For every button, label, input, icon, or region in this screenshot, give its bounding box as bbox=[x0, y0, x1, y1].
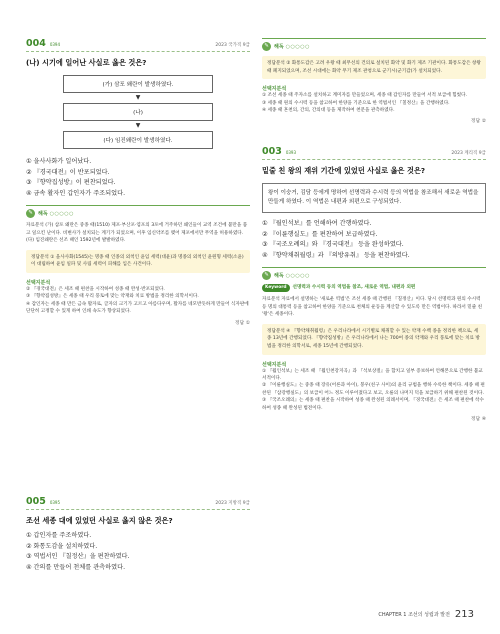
q004-code: 0394 bbox=[49, 42, 61, 47]
q005-choice-1[interactable]: ① 갑인자를 주조하였다. bbox=[26, 532, 92, 539]
q003-keyword-line bbox=[262, 284, 486, 292]
q003-source: 2023 계리직 9급 bbox=[451, 151, 486, 157]
footer-chapter: CHAPTER 1 조선의 성립과 발전 bbox=[378, 612, 450, 618]
q003-choice-3[interactable]: ③ 『국조오례의』와 『경국대전』 등을 완성하였다. bbox=[262, 241, 404, 249]
q004-analysis: 자료분석 (가) 삼포 왜란은 중종 때(1510) 제포·부산포·염포의 3포에 거주하던 왜인들이 교역 조건에 불만을 품고 일으킨 난이다. 비변사가 설치되는 계기가 되었으며, 이후 임신약조를 맺어 제포에서만 무역을 허용하였다. (다) 임진왜란은 선조 때인 1592년에 발발하였다. bbox=[26, 223, 248, 244]
q005-correct-answer: 정답 ② bbox=[470, 119, 486, 125]
q003-answer-circles: ○○○○○ bbox=[285, 272, 310, 279]
q003-choice-1[interactable]: ① 『월인석보』를 언해하여 간행하였다. bbox=[262, 220, 372, 228]
q003-answer-bar bbox=[262, 267, 486, 280]
q004-choice-3[interactable]: ③ 『향약집성방』이 편찬되었다. bbox=[26, 179, 116, 186]
q003-choice-2[interactable]: ② 『이륜행실도』를 편찬하여 보급하였다. bbox=[262, 230, 378, 238]
q005-elim-4: ④ 세종 때 혼천의, 간의, 간의대 등을 제작하여 천문을 관측하였다. bbox=[262, 108, 395, 113]
arrow-down-icon: ▼ bbox=[135, 94, 141, 101]
q005-title: 조선 세종 대에 있었던 사실로 옳지 않은 것은? bbox=[26, 516, 173, 525]
q005-choice-2[interactable]: ② 화통도감을 설치하였다. bbox=[26, 542, 98, 550]
q003-answer-label: 해독 bbox=[274, 273, 284, 280]
q005-choice-3[interactable]: ③ 역법서인 『칠정산』을 편찬하였다. bbox=[26, 553, 130, 560]
q003-choice-4[interactable]: ④ 『향약채취월령』과 『의방유취』 등을 편찬하였다. bbox=[262, 251, 410, 259]
q003-code: 0393 bbox=[285, 150, 297, 156]
q005-source: 2023 지방직 9급 bbox=[215, 501, 250, 506]
q005-choice-4[interactable]: ④ 간의를 만들어 천체를 관측하였다. bbox=[26, 563, 126, 571]
q003-elim-title: 선택지분석 bbox=[262, 361, 287, 368]
q005-number: 005 bbox=[26, 496, 46, 507]
arrow-down-icon: ▼ bbox=[135, 122, 141, 129]
q004-correct-answer: 정답 ① bbox=[234, 320, 250, 326]
q005-answer-circles: ○○○○○ bbox=[285, 43, 310, 50]
q003-choices bbox=[262, 219, 486, 261]
q003-analysis: 자료분석 자료에서 설명하는 '새로운 역법'은 조선 세종 때 간행된 『칠정산』이다. 당시 선명력과 원의 수시력 등 명의 대통력 등을 참고하여 한양을 기준으로 천체의 운동을 계산할 수 있도록 만든 역법이다. 따라서 밑줄 친 '왕'은 세종이다. bbox=[262, 297, 483, 318]
q003-correct-answer: 정답 ④ bbox=[470, 417, 486, 422]
pencil-icon: ✎ bbox=[262, 271, 271, 280]
q003-elim-3: ③ 『국조오례의』는 세종 때 편찬을 시작하여 성종 때 완성된 의례서이며, 『경국대전』은 세조 때 편찬에 착수하여 성종 때 완성된 법전이다. bbox=[262, 398, 484, 411]
q004-elim-4: ④ 갑인자는 세종 때 만든 금속 활자로, 글자의 크기가 고르고 아름다우며, 활자를 네모반듯하게 만들어 식자판에 단단히 고정할 수 있게 하여 인쇄 속도가 향상되었다. bbox=[26, 301, 249, 315]
q003-title: 밑줄 친 왕의 재위 기간에 있었던 사실로 옳은 것은? bbox=[262, 166, 426, 176]
q004-number: 004 bbox=[26, 38, 46, 49]
page-number: 213 bbox=[454, 609, 474, 620]
q004-elim-2: ② 『경국대전』은 세조 때 편찬을 시작하여 성종 때 완성·반포되었다. bbox=[26, 286, 165, 292]
page-footer bbox=[378, 609, 474, 620]
q004-choice-1[interactable]: ① 을사사화가 일어났다. bbox=[26, 158, 92, 165]
q005-answer-box bbox=[262, 56, 486, 79]
q005-answer-text: 정답분석 ② 화통도감은 고려 우왕 때 최무선의 건의로 설치된 화약 및 화기 제조 기관이다. 화통도감은 창왕 때 폐지되었으며, 조선 시대에는 화약 무기 제조 관청으로 군기시(군기감)가 설치되었다. bbox=[267, 61, 481, 74]
q004-source: 2023 국가직 9급 bbox=[215, 43, 250, 48]
q005-elim-3: ③ 세종 때 원의 수시력 등을 참고하여 한양을 기준으로 한 역법서인 『칠정산』을 간행하였다. bbox=[262, 100, 450, 106]
q004-answer-text: 정답분석 ① 을사사화(1545)는 명종 때 인종의 외척인 윤임 세력(대윤)과 명종의 외척인 윤원형 세력(소윤)이 대립하여 윤임 일파 및 사림 세력이 피해를 입은 사건이다. bbox=[31, 254, 244, 268]
q003-header bbox=[262, 146, 486, 160]
q003-elim-2: ② 『이륜행실도』는 중종 때 장유(어른과 아이), 붕우(친구 사이)의 윤리 규범을 행하 수록한 책이다. 세종 때 편찬된 『삼강행실도』의 보급이 어느 정도 이루어졌다고 보고, 오륜의 나머지 덕을 보급하기 위해 편찬된 것이다. bbox=[262, 383, 485, 396]
q004-answer-bar bbox=[26, 205, 250, 218]
q004-choices bbox=[26, 157, 250, 199]
q004-choice-2[interactable]: ② 『경국대전』이 반포되었다. bbox=[26, 168, 110, 176]
q005-elim-1: ① 조선 세종 때 주자소를 설치하고 계미자를 만들었으며, 세종 때 갑인자를 만들어 서적 보급에 힘썼다. bbox=[262, 93, 467, 99]
q004-elim-3: ③ 『향약집성방』은 세종 때 우리 풍토에 맞는 약재와 치료 방법을 정리한 의학서이다. bbox=[26, 294, 199, 300]
q003-keyword-text: 선명력과 수시력 등의 역법을 참조, 새로운 역법, 내편과 외편 bbox=[292, 285, 416, 291]
flow-box-ga: (가) 삼포 왜란이 발생하였다. bbox=[63, 75, 213, 93]
q004-answer-box bbox=[26, 250, 250, 273]
q004-elim-title: 선택지분석 bbox=[26, 279, 51, 286]
q003-elim-1: ① 『월인석보』는 세조 때 『월인천강지곡』과 『석보상절』을 합치고 일부 증보하여 언해본으로 간행한 불교 서적이다. bbox=[262, 368, 483, 381]
keyword-badge: Keyword bbox=[262, 284, 290, 292]
q003-answer-text: 정답분석 ④ 『향약채취월령』은 우리나라에서 시기별로 채취할 수 있는 약재 수백 종을 정리한 책으로, 세종 13년에 간행되었다. 『향약집성방』은 우리나라에서 나는 700여 종의 약재와 우리 풍토에 맞는 치료 방법을 정리한 의학서로, 세종 15년에 간행되었다. bbox=[267, 328, 480, 349]
q003-answer-box bbox=[262, 324, 486, 355]
q005-elim-title: 선택지분석 bbox=[262, 86, 287, 93]
flow-box-da: (다) 임진왜란이 발생하였다. bbox=[63, 131, 213, 149]
q003-block bbox=[262, 146, 486, 422]
q004-choice-4[interactable]: ④ 금속 활자인 갑인자가 주조되었다. bbox=[26, 189, 126, 197]
q004-header bbox=[26, 38, 250, 52]
q003-number: 003 bbox=[262, 146, 282, 158]
q005-code: 0395 bbox=[49, 500, 61, 505]
q005-answer-label: 해독 bbox=[274, 44, 284, 50]
q005-choices bbox=[26, 531, 250, 573]
q004-title: (나) 시기에 일어난 사실로 옳은 것은? bbox=[26, 58, 147, 67]
left-column bbox=[26, 38, 250, 326]
pencil-icon: ✎ bbox=[262, 42, 271, 51]
q004-flow bbox=[63, 75, 213, 149]
q005-header bbox=[26, 496, 250, 510]
q004-answer-label: 해독 bbox=[38, 211, 48, 217]
q003-source-box: 왕이 이숭거, 김담 등에게 명하여 선명력과 수시력 등의 역법을 참조해서 새로운 역법을 만들게 하였다. 이 역법은 내편과 외편으로 구성되었다. bbox=[262, 183, 486, 213]
pencil-icon: ✎ bbox=[26, 209, 35, 218]
q004-answer-circles: ○○○○○ bbox=[49, 210, 74, 217]
q005-block bbox=[26, 496, 250, 573]
q005-answer-bar bbox=[262, 38, 486, 51]
flow-box-na: (나) bbox=[63, 103, 213, 121]
right-column bbox=[262, 38, 486, 422]
